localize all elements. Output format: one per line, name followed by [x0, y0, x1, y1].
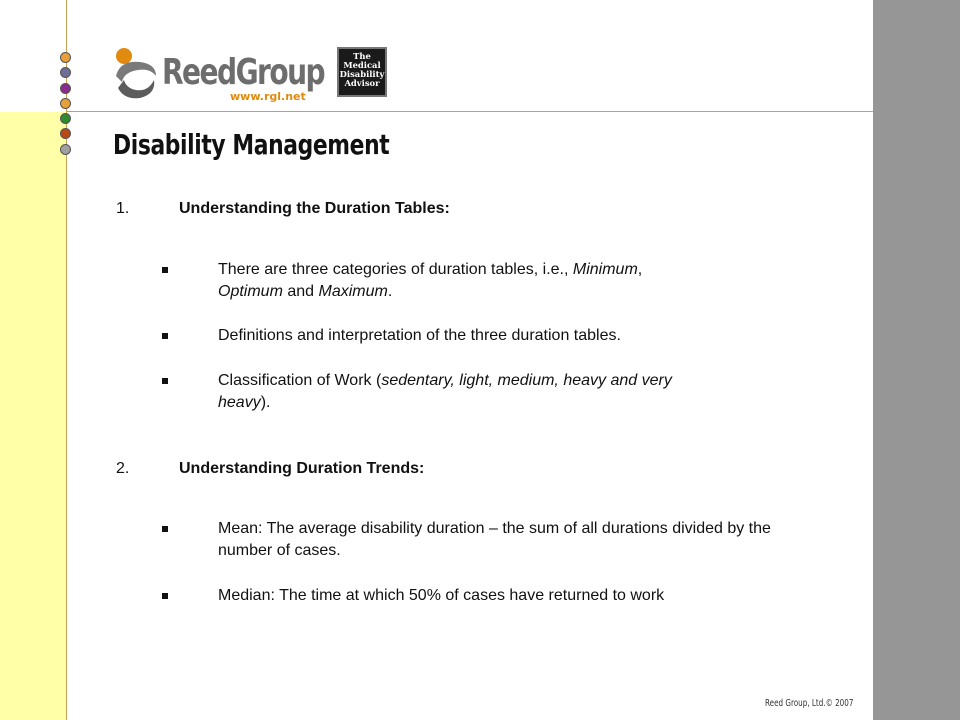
badge-line: Disability [339, 69, 385, 79]
bullet-square-icon [162, 593, 168, 599]
badge-line: Medical [343, 60, 381, 70]
bullet-text: Classification of Work (sedentary, light, medium, heavy and very heavy). [218, 372, 672, 411]
dot-icon [60, 128, 71, 139]
dot-icon [60, 98, 71, 109]
bullet-square-icon [162, 267, 168, 273]
right-side-bar [873, 0, 960, 720]
header-divider [66, 111, 873, 112]
dot-icon [60, 67, 71, 78]
section-number: 2. [116, 460, 130, 477]
badge-line: Advisor [344, 78, 380, 88]
logo-swirl-icon [110, 46, 162, 104]
bullet-square-icon [162, 526, 168, 532]
left-panel-background [0, 112, 66, 720]
dot-icon [60, 113, 71, 124]
section-heading-text: Understanding Duration Trends: [179, 460, 425, 477]
bullet-text: Definitions and interpretation of the three duration tables. [218, 327, 621, 344]
dot-icon [60, 52, 71, 63]
section-number: 1. [116, 200, 130, 217]
logo-wordmark: ReedGroup [162, 52, 325, 93]
reedgroup-logo [110, 46, 325, 104]
section-heading-text: Understanding the Duration Tables: [179, 200, 450, 217]
bullet-square-icon [162, 378, 168, 384]
decorative-dots [60, 52, 74, 159]
bullet-text: Median: The time at which 50% of cases have returned to work [218, 587, 665, 604]
dot-icon [60, 83, 71, 94]
dot-icon [60, 144, 71, 155]
bullet-square-icon [162, 333, 168, 339]
logo-url: www.rgl.net [230, 90, 306, 103]
slide-title: Disability Management [113, 128, 390, 161]
bullet-text: There are three categories of duration tables, i.e., Minimum, Optimum and Maximum. [218, 261, 643, 300]
badge-line: The [353, 51, 371, 61]
bullet-text: Mean: The average disability duration – the sum of all durations divided by the number of cases. [218, 520, 771, 559]
medical-disability-advisor-badge [337, 47, 387, 97]
footer-copyright: Reed Group, Ltd.© 2007 [765, 698, 854, 709]
